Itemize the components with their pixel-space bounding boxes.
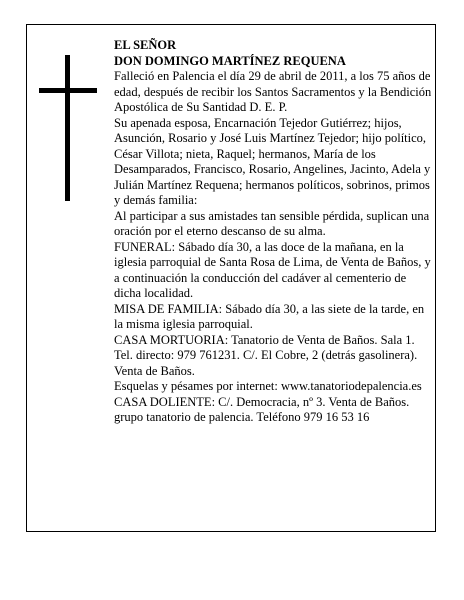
family-mass-info: MISA DE FAMILIA: Sábado día 30, a las siete de la tarde, en la misma iglesia parroquial. [114, 301, 425, 331]
obituary-text [114, 38, 432, 426]
cross-icon [39, 55, 97, 201]
prayer-request: Al participar a sus amistades tan sensible pérdida, suplican una oración por el eterno descanso de su alma. [114, 208, 430, 238]
title-line: EL SEÑOR [114, 38, 177, 52]
funeral-info: FUNERAL: Sábado día 30, a las doce de la mañana, en la iglesia parroquial de Santa Rosa de Lima, de Venta de Baños, y a continuación la conducción del cadáver al cementerio de dicha localidad. [114, 239, 431, 300]
funeral-home-info: CASA MORTUORIA: Tanatorio de Venta de Baños. Sala 1. Tel. directo: 979 761231. C/. El Cobre, 2 (detrás gasolinera). Venta de Baños. [114, 332, 418, 378]
death-announcement: Falleció en Palencia el día 29 de abril de 2011, a los 75 años de edad, después de recibir los Santos Sacramentos y la Bendición Apostólica de Su Santidad D. E. P. [114, 69, 432, 114]
deceased-name: DON DOMINGO MARTÍNEZ REQUENA [114, 53, 346, 68]
funeral-group-contact: grupo tanatorio de palencia. Teléfono 979 16 53 16 [114, 410, 370, 424]
family-paragraph: Su apenada esposa, Encarnación Tejedor Gutiérrez; hijos, Asunción, Rosario y José Luis Martínez Tejedor; hijo político, César Villota; nieta, Raquel; hermanos, María de los Desamparados, Francisco, Rosario, Angelines, Jacinto, Adela y Julián Martínez Requena; hermanos políticos, sobrinos, primos y demás familia: [114, 115, 431, 207]
mourning-house-info: CASA DOLIENTE: C/. Democracia, nº 3. Venta de Baños. [114, 394, 410, 409]
online-condolences: Esquelas y pésames por internet: www.tanatoriodepalencia.es [114, 379, 422, 393]
obituary-notice [26, 24, 436, 532]
